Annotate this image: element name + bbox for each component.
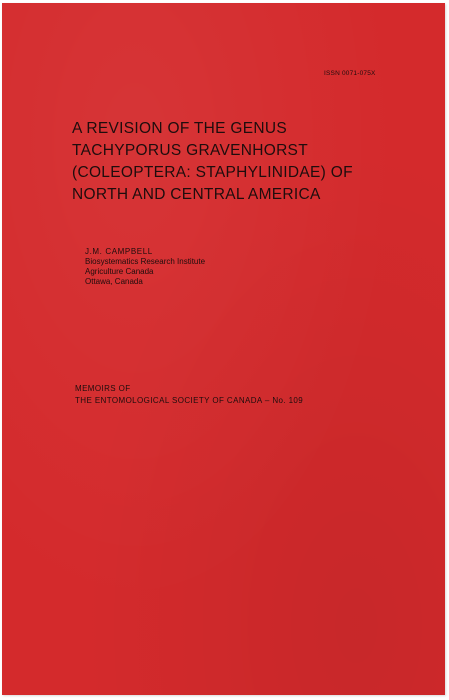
title-line: (COLEOPTERA: STAPHYLINIDAE) OF — [72, 164, 353, 181]
series-line: THE ENTOMOLOGICAL SOCIETY OF CANADA – No. 109 — [75, 396, 304, 405]
issn-number: ISSN 0071-075X — [324, 70, 376, 77]
author-block — [85, 247, 205, 287]
title-line: TACHYPORUS GRAVENHORST — [72, 142, 308, 159]
series-block — [75, 383, 303, 407]
book-title — [72, 118, 353, 206]
author-affiliation-line: Agriculture Canada — [85, 267, 154, 276]
book-cover — [2, 3, 445, 695]
author-name: J.M. CAMPBELL — [85, 247, 153, 256]
series-line: MEMOIRS OF — [75, 384, 131, 393]
title-line: A REVISION OF THE GENUS — [72, 120, 288, 137]
author-affiliation-line: Biosystematics Research Institute — [85, 257, 206, 266]
title-line: NORTH AND CENTRAL AMERICA — [72, 186, 321, 203]
author-affiliation-line: Ottawa, Canada — [85, 277, 143, 286]
